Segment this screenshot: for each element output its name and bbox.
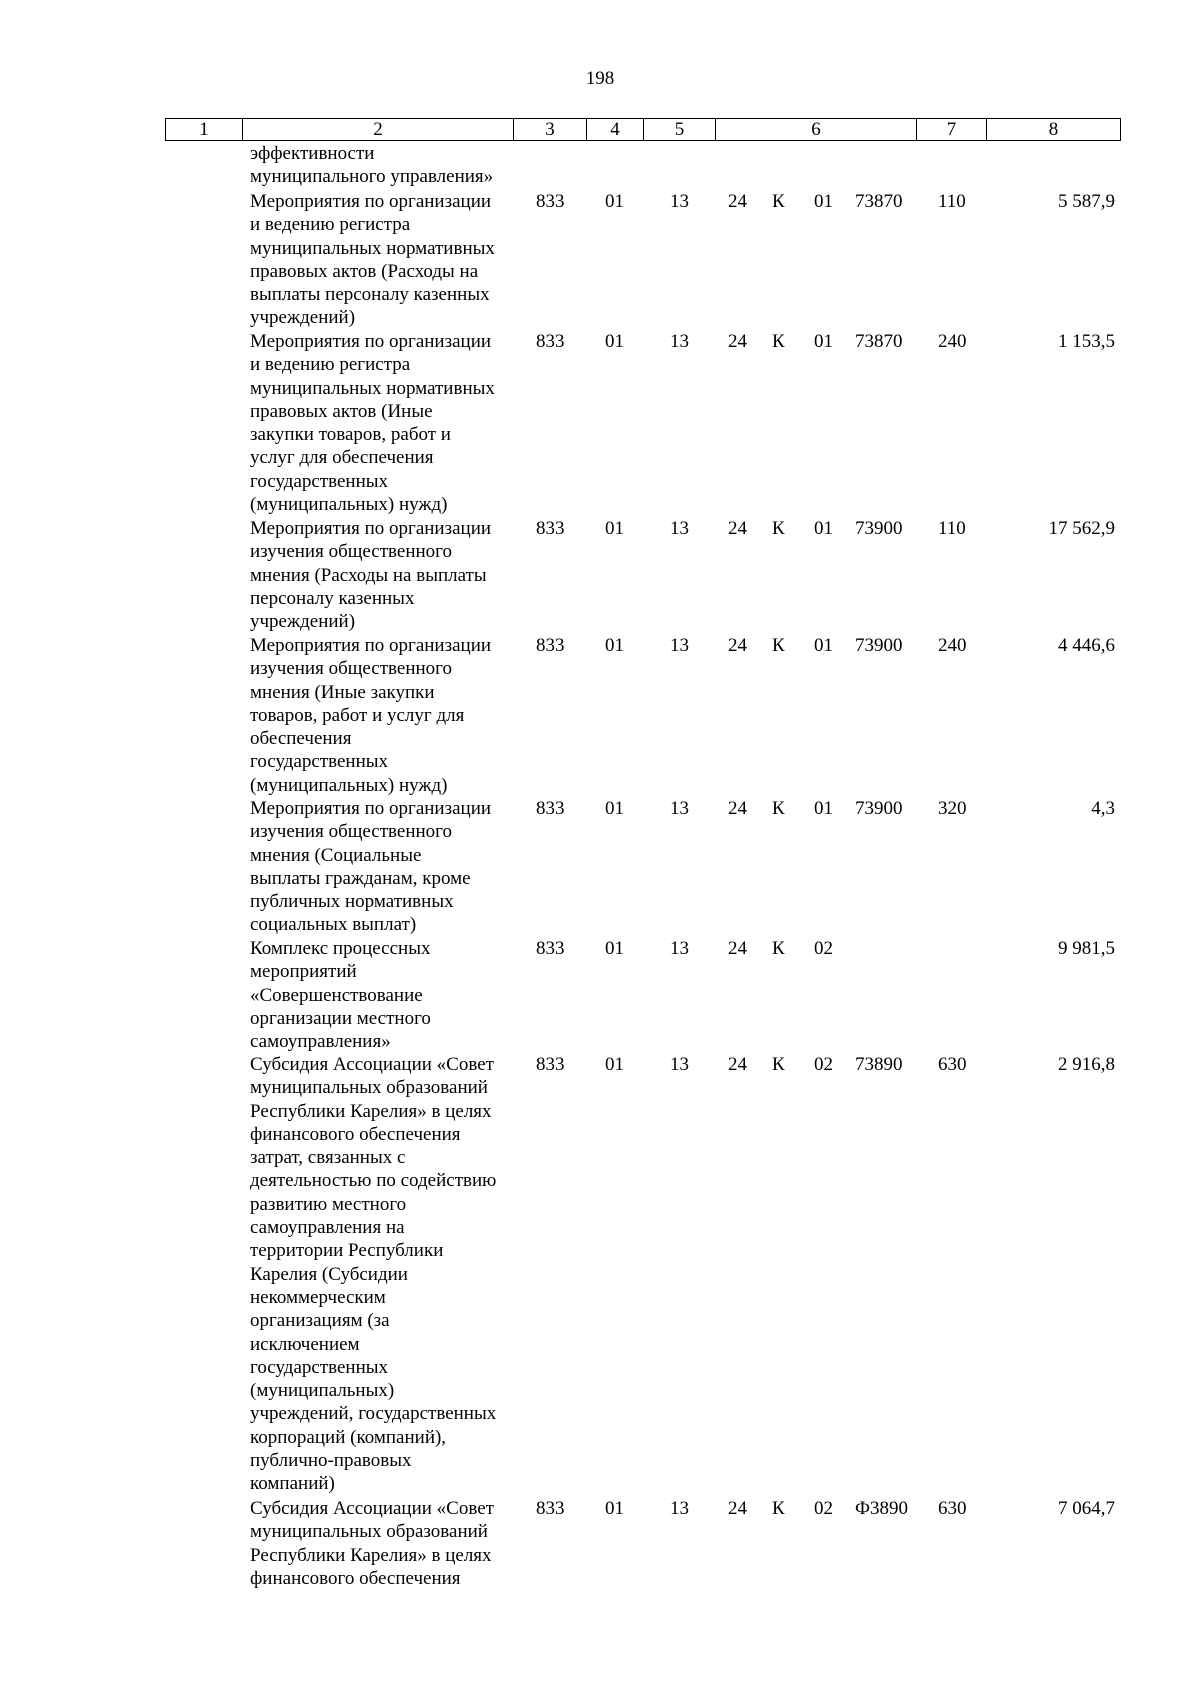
cell-col6-code: 73870	[855, 331, 903, 352]
cell-col6-sub: 01	[814, 331, 833, 352]
cell-col3: 833	[536, 191, 565, 212]
cell-col6-program: 24	[728, 1054, 747, 1075]
cell-col6-code: 73900	[855, 518, 903, 539]
row-description: Мероприятия по организации и ведению регистра муниципальных нормативных правовых актов (Иные закупки товаров, работ и услуг для обеспечения государственных (муниципальных) нужд)	[250, 331, 495, 516]
cell-col7: 110	[938, 191, 966, 212]
header-col-7: 7	[917, 119, 987, 141]
cell-col7: 240	[938, 635, 967, 656]
cell-amount: 1 153,5	[1058, 331, 1115, 352]
header-col-8: 8	[987, 119, 1121, 141]
header-col-5: 5	[644, 119, 716, 141]
cell-col5: 13	[670, 191, 689, 212]
cell-col5: 13	[670, 1498, 689, 1519]
cell-col6-program: 24	[728, 331, 747, 352]
cell-col5: 13	[670, 635, 689, 656]
cell-col3: 833	[536, 331, 565, 352]
row-description: Мероприятия по организации и ведению регистра муниципальных нормативных правовых актов (Расходы на выплаты персоналу казенных учреждений)	[250, 191, 495, 329]
cell-col6-type: К	[772, 938, 785, 959]
cell-col4: 01	[605, 938, 624, 959]
page-number: 198	[585, 68, 615, 89]
row-description: эффективности муниципального управления»	[250, 143, 494, 188]
cell-col6-code: 73890	[855, 1054, 903, 1075]
cell-col6-sub: 02	[814, 1498, 833, 1519]
cell-col5: 13	[670, 518, 689, 539]
row-description: Комплекс процессных мероприятий «Совершенствование организации местного самоуправления»	[250, 938, 431, 1053]
row-description: Субсидия Ассоциации «Совет муниципальных образований Республики Карелия» в целях финансового обеспечения затрат, связанных с деятельностью по содействию развитию местного самоуправления на территории Республики Карелия (Субсидии некоммерческим организациям (за исключением государственных (муниципальных) учреждений, государственных корпораций (компаний), публично-правовых компаний)	[250, 1054, 497, 1495]
cell-col6-program: 24	[728, 1498, 747, 1519]
cell-col6-code: 73900	[855, 635, 903, 656]
cell-col4: 01	[605, 191, 624, 212]
cell-col6-program: 24	[728, 518, 747, 539]
cell-amount: 4,3	[1091, 798, 1115, 819]
cell-col7: 320	[938, 798, 967, 819]
cell-col6-code: 73870	[855, 191, 903, 212]
row-description: Мероприятия по организации изучения общественного мнения (Иные закупки товаров, работ и услуг для обеспечения государственных (муниципальных) нужд)	[250, 635, 492, 796]
cell-col6-sub: 02	[814, 938, 833, 959]
header-col-3: 3	[514, 119, 587, 141]
header-col-2: 2	[243, 119, 514, 141]
cell-col6-sub: 01	[814, 798, 833, 819]
header-col-4: 4	[587, 119, 644, 141]
cell-col7: 630	[938, 1054, 967, 1075]
cell-col7: 110	[938, 518, 966, 539]
cell-col3: 833	[536, 1054, 565, 1075]
cell-col5: 13	[670, 1054, 689, 1075]
cell-col4: 01	[605, 1054, 624, 1075]
cell-col6-type: К	[772, 1498, 785, 1519]
cell-col6-type: К	[772, 798, 785, 819]
row-description: Мероприятия по организации изучения общественного мнения (Расходы на выплаты персоналу казенных учреждений)	[250, 518, 492, 633]
cell-col3: 833	[536, 938, 565, 959]
cell-col3: 833	[536, 798, 565, 819]
table-header	[165, 118, 1121, 141]
cell-col6-type: К	[772, 1054, 785, 1075]
cell-col7: 630	[938, 1498, 967, 1519]
cell-col6-sub: 01	[814, 191, 833, 212]
cell-col6-code: 73900	[855, 798, 903, 819]
cell-col7: 240	[938, 331, 967, 352]
cell-amount: 2 916,8	[1058, 1054, 1115, 1075]
cell-col6-type: К	[772, 635, 785, 656]
cell-col5: 13	[670, 938, 689, 959]
cell-amount: 5 587,9	[1058, 191, 1115, 212]
cell-amount: 9 981,5	[1058, 938, 1115, 959]
cell-amount: 4 446,6	[1058, 635, 1115, 656]
cell-col6-sub: 02	[814, 1054, 833, 1075]
header-col-6: 6	[716, 119, 917, 141]
cell-col4: 01	[605, 798, 624, 819]
cell-col6-type: К	[772, 518, 785, 539]
cell-col6-code: Ф3890	[855, 1498, 909, 1519]
cell-col5: 13	[670, 331, 689, 352]
cell-amount: 17 562,9	[1048, 518, 1115, 539]
cell-col4: 01	[605, 331, 624, 352]
cell-col6-program: 24	[728, 798, 747, 819]
cell-amount: 7 064,7	[1058, 1498, 1115, 1519]
row-description: Субсидия Ассоциации «Совет муниципальных образований Республики Карелия» в целях финансового обеспечения	[250, 1498, 494, 1589]
cell-col3: 833	[536, 518, 565, 539]
cell-col4: 01	[605, 635, 624, 656]
cell-col6-type: К	[772, 191, 785, 212]
cell-col6-program: 24	[728, 635, 747, 656]
row-description: Мероприятия по организации изучения общественного мнения (Социальные выплаты гражданам, кроме публичных нормативных социальных выплат)	[250, 798, 492, 936]
cell-col6-sub: 01	[814, 518, 833, 539]
cell-col5: 13	[670, 798, 689, 819]
cell-col6-program: 24	[728, 191, 747, 212]
cell-col6-type: К	[772, 331, 785, 352]
cell-col6-program: 24	[728, 938, 747, 959]
cell-col3: 833	[536, 635, 565, 656]
cell-col4: 01	[605, 518, 624, 539]
cell-col3: 833	[536, 1498, 565, 1519]
header-col-1: 1	[166, 119, 243, 141]
cell-col4: 01	[605, 1498, 624, 1519]
cell-col6-sub: 01	[814, 635, 833, 656]
